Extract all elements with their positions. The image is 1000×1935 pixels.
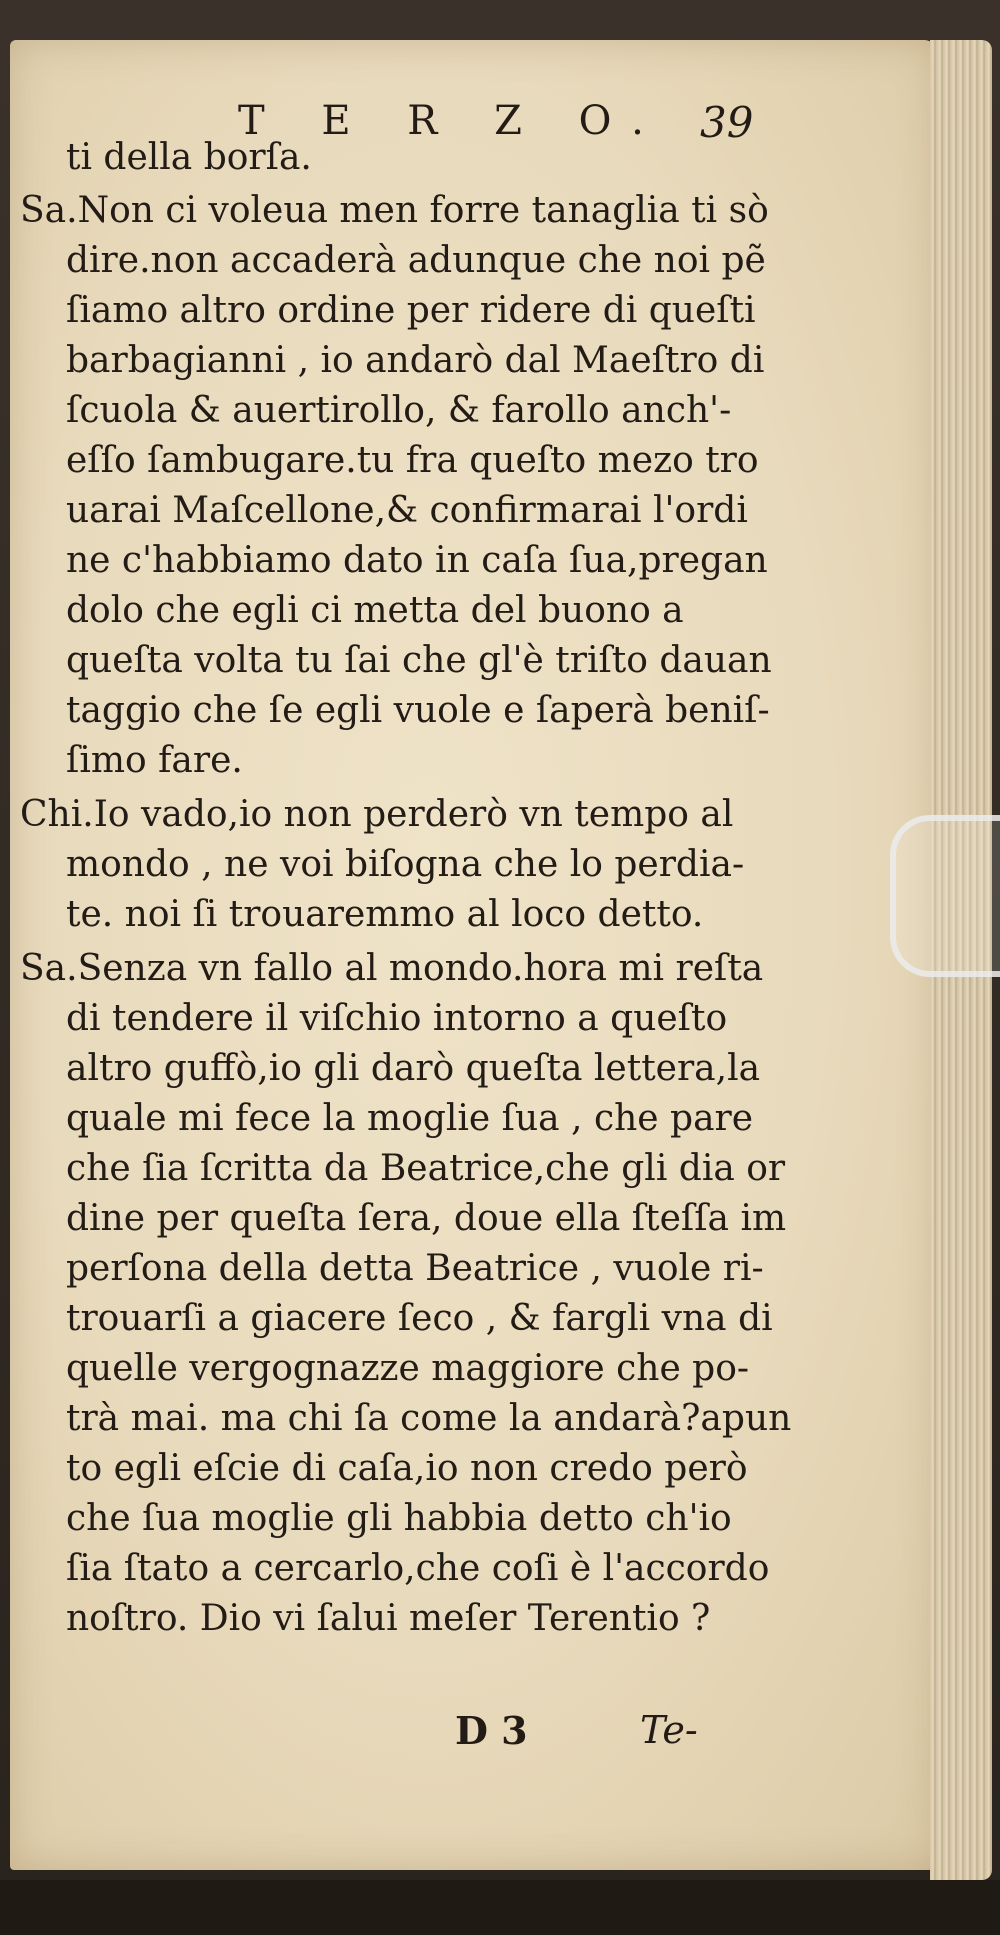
page-number: 39 (700, 98, 754, 147)
catchword: Te- (640, 1708, 698, 1752)
text-line: dine per queſta ſera, doue ella ſteſſa im (66, 1198, 787, 1239)
text-line: ſia ſtato a cercarlo,che coſi è l'accordo (66, 1548, 770, 1589)
running-header: T E R Z O. (238, 98, 666, 144)
text-line: Chi.Io vado,io non perderò vn tempo al (20, 794, 734, 835)
text-line: ſcuola & auertirollo, & farollo anch'- (66, 390, 732, 431)
text-line: ti della borſa. (66, 137, 312, 178)
text-line: di tendere il viſchio intorno a queſto (66, 998, 728, 1039)
text-line: queſta volta tu ſai che gl'è triſto dauan (66, 640, 772, 681)
text-line: che ſia ſcritta da Beatrice,che gli dia or (66, 1148, 786, 1189)
text-line: to egli eſcie di caſa,io non credo però (66, 1448, 748, 1489)
text-line: ſimo fare. (66, 740, 243, 781)
text-line: altro guffò,io gli darò queſta lettera,la (66, 1048, 761, 1089)
text-line: taggio che ſe egli vuole e ſaperà beniſ- (66, 690, 770, 731)
text-line: Sa.Non ci voleua men forre tanaglia ti sò (20, 190, 769, 231)
text-line: te. noi ſi trouaremmo al loco detto. (66, 894, 704, 935)
text-line: trà mai. ma chi ſa come la andarà?apun (66, 1398, 792, 1439)
text-line: perſona della detta Beatrice , vuole ri- (66, 1248, 764, 1289)
text-line: Sa.Senza vn fallo al mondo.hora mi reſta (20, 948, 764, 989)
signature-mark: D 3 (455, 1708, 528, 1753)
text-line: dire.non accaderà adunque che noi pẽ (66, 240, 766, 281)
text-line: mondo , ne voi biſogna che lo perdia- (66, 844, 745, 885)
text-line: che ſua moglie gli habbia detto ch'io (66, 1498, 732, 1539)
text-line: ne c'habbiamo dato in caſa ſua,pregan (66, 540, 768, 581)
text-line: eſſo ſambugare.tu fra queſto mezo tro (66, 440, 759, 481)
text-line: ſiamo altro ordine per ridere di queſti (66, 290, 756, 331)
text-line: uarai Maſcellone,& confirmarai l'ordi (66, 490, 748, 531)
text-line: quale mi fece la moglie ſua , che pare (66, 1098, 754, 1139)
text-line: noſtro. Dio vi ſalui meſer Terentio ? (66, 1598, 711, 1639)
text-line: barbagianni , io andarò dal Maeſtro di (66, 340, 765, 381)
text-line: trouarſi a giacere ſeco , & fargli vna di (66, 1298, 773, 1339)
text-line: quelle vergognazze maggiore che po- (66, 1348, 750, 1389)
text-line: dolo che egli ci metta del buono a (66, 590, 684, 631)
